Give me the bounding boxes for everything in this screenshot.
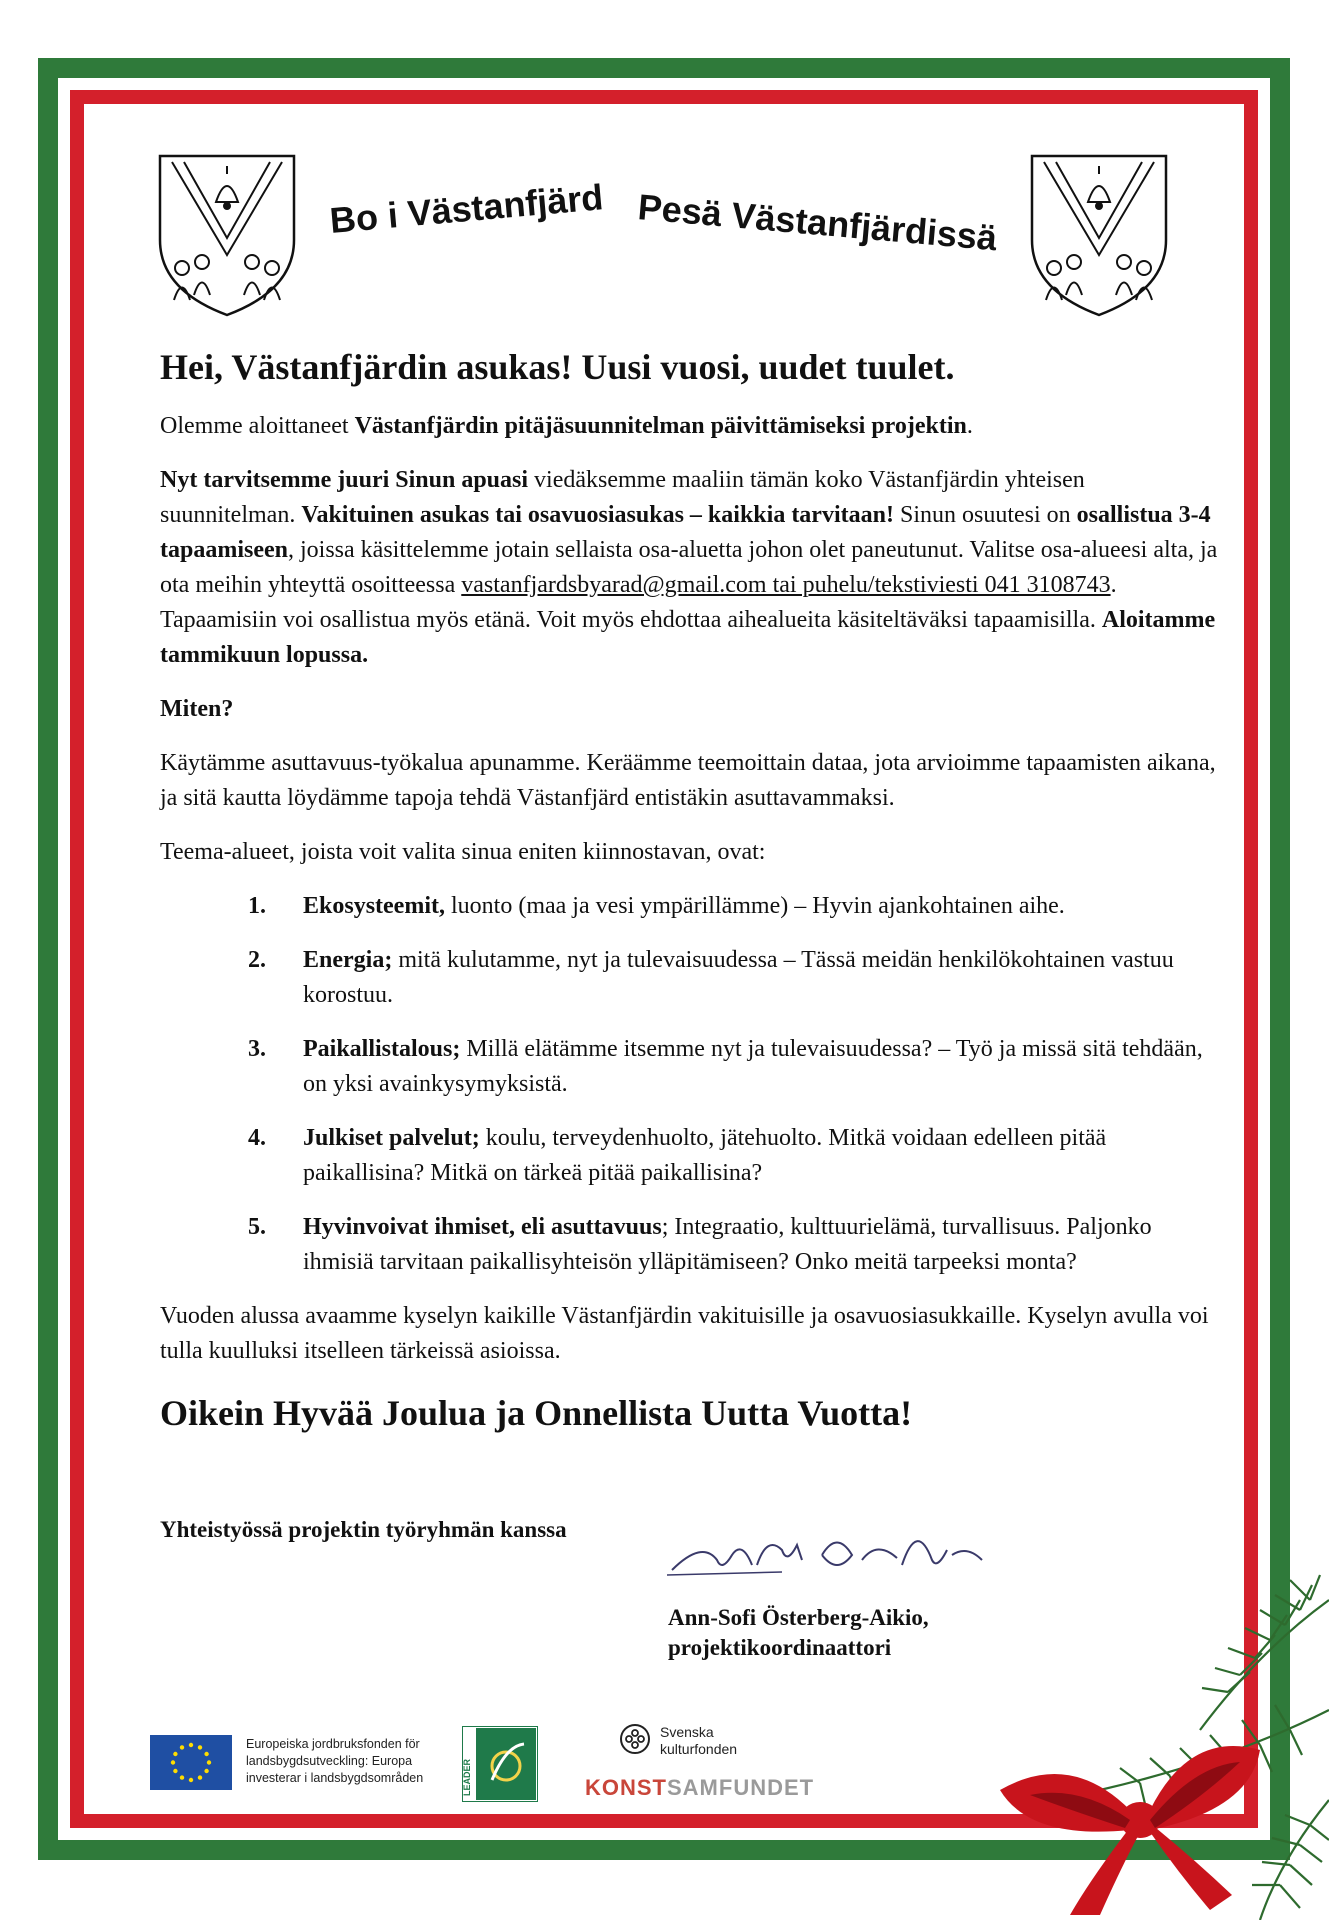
cta-text-1: viedäksemme maaliin tämän koko Västanfjärdin yhteisen suunnitelman. xyxy=(160,467,1085,528)
letter-title: Hei, Västanfjärdin asukas! Uusi vuosi, uudet tuulet. xyxy=(160,347,955,387)
holiday-greeting: Oikein Hyvää Joulua ja Onnellista Uutta Vuotta! xyxy=(160,1393,913,1433)
leader-label: LEADER xyxy=(462,1758,472,1796)
themes-list xyxy=(160,889,1220,1280)
theme-text: Millä elätämme itsemme nyt ja tulevaisuudessa? – Työ ja missä sitä tehdään, on yksi avainkysymyksistä. xyxy=(303,1036,1203,1097)
list-number: 5. xyxy=(248,1214,266,1240)
intro-period: . xyxy=(966,413,973,439)
signatory-role: projektikoordinaattori xyxy=(668,1635,892,1660)
list-item xyxy=(160,943,1220,1013)
signatory-name: Ann-Sofi Österberg-Aikio, xyxy=(668,1605,929,1630)
theme-name: Energia; xyxy=(303,947,393,973)
list-number: 2. xyxy=(248,947,266,973)
konst-text: KONST xyxy=(585,1775,667,1800)
coat-of-arms-left xyxy=(152,150,302,320)
theme-text: ; Integraatio, kulttuurielämä, turvallisuus. Paljonko ihmisiä tarvitaan paikallisyhteisön ylläpitämiseen? Onko meitä tarpeeksi monta? xyxy=(303,1214,1152,1275)
cta-start: Aloitamme tammikuun lopussa. xyxy=(160,607,1216,668)
theme-text: koulu, terveydenhuolto, jätehuolto. Mitkä voidaan edelleen pitää paikallisina? Mitkä on tärkeä pitää paikallisina? xyxy=(303,1125,1107,1186)
konstsamfundet-logo xyxy=(585,1775,814,1801)
eu-flag-icon xyxy=(150,1735,232,1790)
project-name: Västanfjärdin pitäjäsuunnitelman päivittämiseksi projektin xyxy=(354,413,967,439)
theme-name: Ekosysteemit, xyxy=(303,893,445,919)
method-paragraph: Käytämme asuttavuus-työkalua apunamme. Keräämme teemoittain dataa, jota arvioimme tapaamisten aikana, ja sitä kautta löydämme tapoja tehdä Västanfjärd entistäkin asuttavammaksi. xyxy=(160,750,1216,811)
kulturfonden-emblem-icon xyxy=(618,1722,652,1756)
banner-swedish: Bo i Västanfjärd xyxy=(328,176,605,241)
kulturfonden-text xyxy=(660,1724,800,1758)
signoff-text: Yhteistyössä projektin työryhmän kanssa xyxy=(160,1517,567,1542)
kulturfonden-line1: Svenska xyxy=(660,1724,714,1740)
cta-text-2: Sinun osuutesi on xyxy=(893,502,1077,528)
survey-paragraph: Vuoden alussa avaamme kyselyn kaikille Västanfjärdin vakituisille ja osavuosiasukkaille. Kyselyn avulla voi tulla kuulluksi itselleen tärkeissä asioissa. xyxy=(160,1303,1209,1364)
theme-text: luonto (maa ja vesi ympärillämme) – Hyvin ajankohtainen aihe. xyxy=(444,893,1065,919)
cta-text-3: , joissa käsittelemme jotain sellaista osa-aluetta johon olet paneutunut. Valitse osa-alueesi alta, ja ota meihin yhteyttä osoitteessa xyxy=(160,537,1218,598)
kulturfonden-line2: kulturfonden xyxy=(660,1741,738,1757)
cta-text-4: . Tapaamisiin voi osallistua myös etänä. Voit myös ehdottaa aihealueita käsiteltäväksi tapaamisilla. xyxy=(160,572,1117,633)
theme-name: Paikallistalous; xyxy=(303,1036,461,1062)
banner-finnish: Pesä Västanfjärdissä xyxy=(636,186,999,259)
list-item xyxy=(160,1032,1220,1102)
theme-text: mitä kulutamme, nyt ja tulevaisuudessa – Tässä meidän henkilökohtainen vastuu korostuu. xyxy=(303,947,1174,1008)
contact-link[interactable]: vastanfjardsbyarad@gmail.com tai puhelu/tekstiviesti 041 3108743 xyxy=(461,572,1111,598)
question-heading xyxy=(160,692,1220,727)
themes-intro: Teema-alueet, joista voit valita sinua eniten kiinnostavan, ovat: xyxy=(160,839,766,865)
cta-everyone: Vakituinen asukas tai osavuosiasukas – kaikkia tarvitaan! xyxy=(301,502,894,528)
list-number: 1. xyxy=(248,893,266,919)
call-to-action-paragraph xyxy=(160,463,1220,673)
svenska-kulturfonden-logo xyxy=(618,1722,738,1761)
leader-logo xyxy=(462,1726,538,1802)
intro-paragraph xyxy=(160,409,1220,444)
list-number: 3. xyxy=(248,1036,266,1062)
list-item xyxy=(160,1210,1220,1280)
theme-name: Julkiset palvelut; xyxy=(303,1125,480,1151)
coat-of-arms-right xyxy=(1024,150,1174,320)
christmas-branch-bow-icon xyxy=(960,1540,1329,1920)
list-number: 4. xyxy=(248,1125,266,1151)
eu-fund-text: Europeiska jordbruksfonden för landsbygdsutveckling: Europa investerar i landsbygdsområden xyxy=(246,1737,424,1785)
theme-name: Hyvinvoivat ihmiset, eli asuttavuus xyxy=(303,1214,662,1240)
cta-meetings: osallistua 3-4 tapaamiseen xyxy=(160,502,1211,563)
signatory xyxy=(668,1603,929,1663)
cta-lead: Nyt tarvitsemme juuri Sinun apuasi xyxy=(160,467,529,493)
list-item xyxy=(160,889,1220,924)
samfundet-text: SAMFUNDET xyxy=(667,1775,815,1800)
letter-body xyxy=(160,345,1220,1451)
intro-text: Olemme aloittaneet xyxy=(160,413,355,439)
list-item xyxy=(160,1121,1220,1191)
question-text: Miten? xyxy=(160,696,234,722)
